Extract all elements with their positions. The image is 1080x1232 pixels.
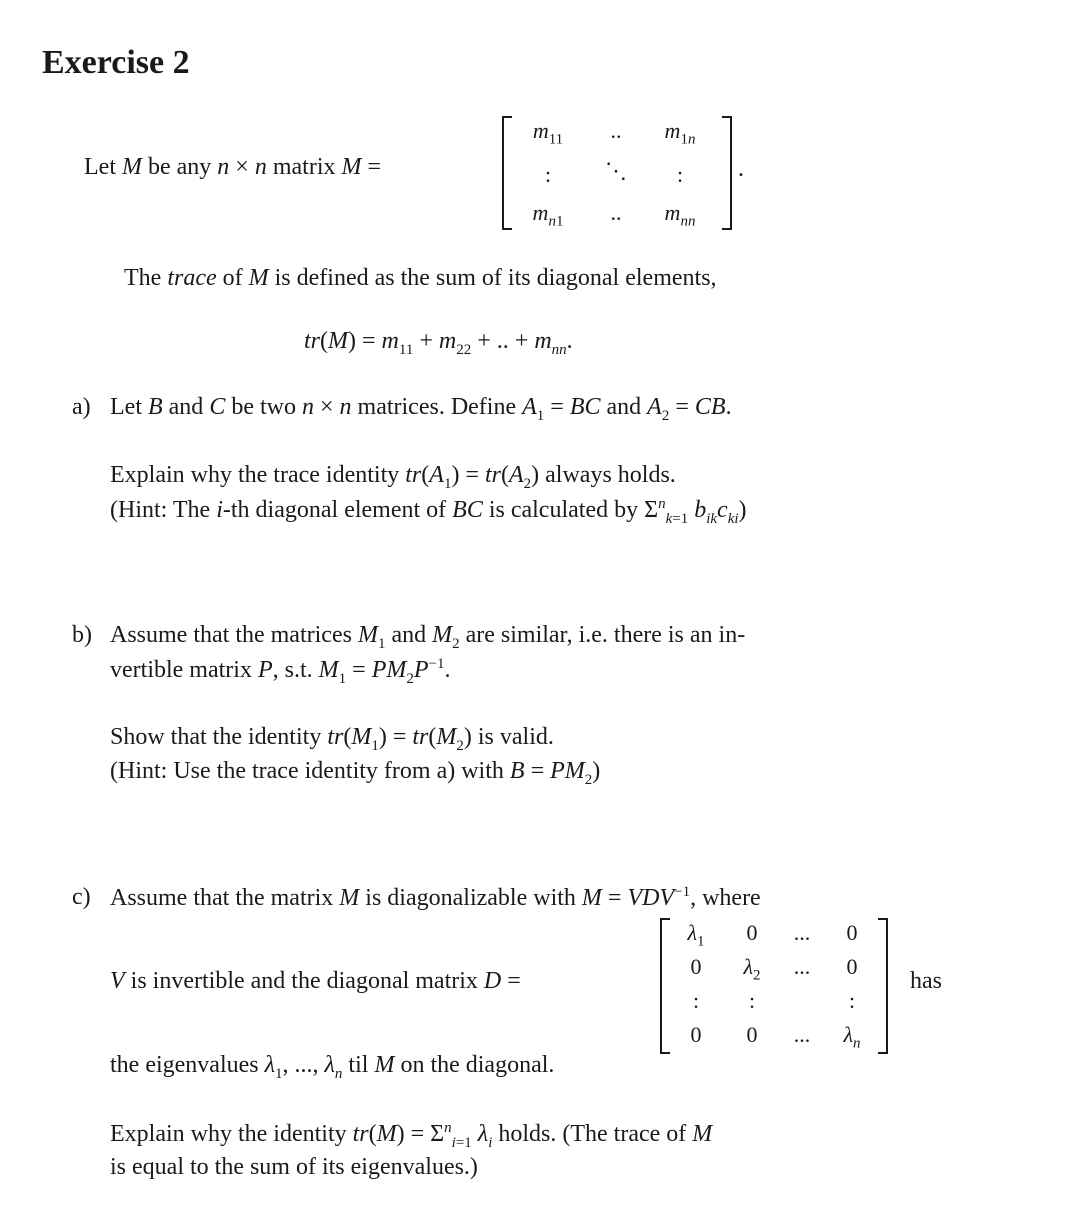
part-c-line3: the eigenvalues $\lambda_1$, ..., $\lambda_n$ til M on the diagonal. [110,1052,555,1082]
matrix-cell: $m_{11}$ [532,118,564,148]
part-c-has: has [910,968,942,994]
part-b-label: b) [72,622,92,648]
diag-cell: ... [793,920,811,945]
diag-cell: 0 [690,1022,702,1047]
intro-suffix: . [738,156,744,182]
diag-cell: 0 [690,954,702,979]
part-c-line4: Explain why the identity $tr(M) = \Sigma^n_{i=1}$ $\lambda_i$ holds. (The trace of M [110,1120,713,1151]
matrix-cell: ⋱ [605,158,627,183]
matrix-cell: .. [610,200,622,225]
part-b-line1: Assume that the matrices $M_1$ and $M_2$ are similar, i.e. there is an in- [110,622,746,652]
matrix-cell: : [676,162,684,187]
matrix-left-bracket [502,116,512,230]
diag-cell: : [748,988,756,1013]
diag-cell: 0 [846,954,858,979]
trace-formula: $tr(M) = m_{11} + m_{22}$ + .. + $m_{nn}$. [304,328,573,358]
part-b-line3: Show that the identity $tr(M_1) = tr(M_2)$ is valid. [110,724,554,754]
diag-cell: 0 [746,1022,758,1047]
exercise-title: Exercise 2 [42,44,190,81]
diag-cell: 0 [846,920,858,945]
part-c-line5: is equal to the sum of its eigenvalues.) [110,1154,478,1180]
part-a-label: a) [72,394,91,420]
part-a-hint: (Hint: The i-th diagonal element of BC is calculated by $\Sigma^n_{k=1}$ $b_{ik}c_{ki}$) [110,496,747,527]
matrix-cell: $m_{n1}$ [532,200,564,230]
matrix-right-bracket [722,116,732,230]
part-b-line2: vertible matrix P, s.t. $M_1 = PM_2P^{-1}$. [110,656,451,687]
part-c-line1: Assume that the matrix M is diagonalizable with $M = VDV^{-1}$, where [110,884,761,911]
diag-cell: : [848,988,856,1013]
diag-cell: ... [793,954,811,979]
part-a-line1: Let B and C be two n × n matrices. Define $A_1$ = BC and $A_2$ = CB. [110,394,732,424]
diag-cell: ... [793,1022,811,1047]
diag-cell: $\lambda_n$ [843,1022,861,1052]
matrix-cell: $m_{nn}$ [664,200,696,230]
diag-cell: $\lambda_1$ [687,920,705,950]
diag-cell: 0 [746,920,758,945]
part-c-label: c) [72,884,91,910]
trace-definition: The trace of M is defined as the sum of its diagonal elements, [124,265,717,291]
diag-cell: $\lambda_2$ [743,954,761,984]
intro-text: Let M be any n × n matrix M = [84,154,382,180]
matrix-cell: : [544,162,552,187]
part-b-hint: (Hint: Use the trace identity from a) with $B = PM_2$) [110,758,601,788]
part-c-line2: V is invertible and the diagonal matrix D = [110,968,521,994]
diag-cell: : [692,988,700,1013]
matrix-cell: .. [610,118,622,143]
matrix-cell: $m_{1n}$ [664,118,696,148]
part-a-line2: Explain why the trace identity $tr(A_1) = tr(A_2)$ always holds. [110,462,676,492]
